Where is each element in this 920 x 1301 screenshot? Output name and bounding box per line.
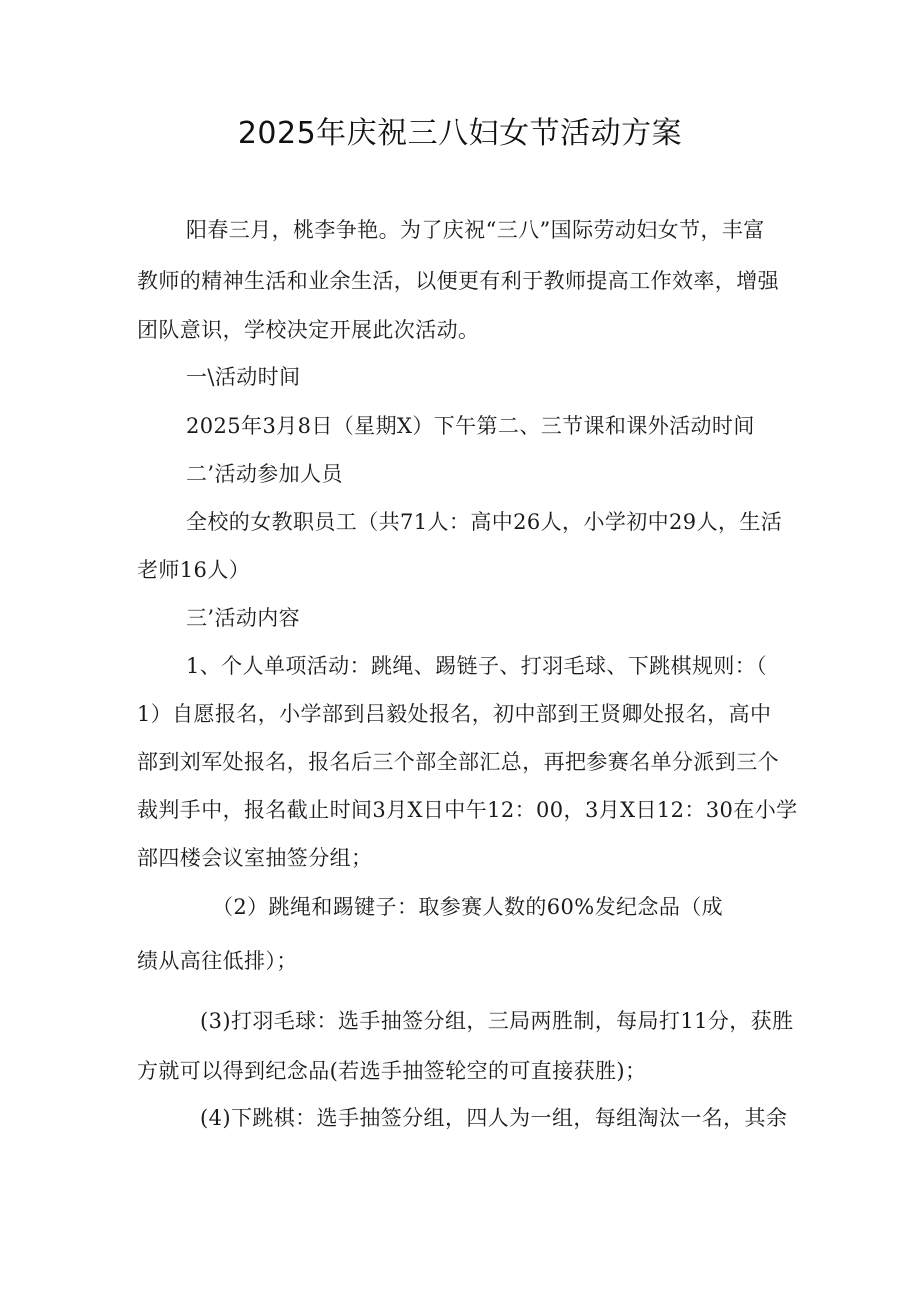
paragraph-line: 2025年3月8日（星期X）下午第二、三节课和课外活动时间 bbox=[186, 414, 755, 438]
paragraph-line: 1、个人单项活动：跳绳、踢链子、打羽毛球、下跳棋规则：（ bbox=[186, 654, 768, 678]
paragraph-line: 绩从高往低排）； bbox=[137, 949, 298, 973]
paragraph-line: 团队意识，学校决定开展此次活动。 bbox=[137, 318, 480, 342]
document-title: 2025年庆祝三八妇女节活动方案 bbox=[237, 116, 683, 151]
paragraph-line: 全校的女教职员工（共71人：高中26人，小学初中29人，生活 bbox=[186, 510, 783, 534]
section-heading: 一\活动时间 bbox=[186, 365, 301, 389]
paragraph-line: 部四楼会议室抽签分组； bbox=[137, 846, 373, 870]
paragraph-line: 方就可以得到纪念品(若选手抽签轮空的可直接获胜)； bbox=[137, 1059, 647, 1083]
paragraph-line: 老师16人） bbox=[137, 558, 251, 582]
paragraph-line: 1）自愿报名，小学部到吕毅处报名，初中部到王贤卿处报名，高中 bbox=[137, 702, 772, 726]
paragraph-line: 教师的精神生活和业余生活，以便更有利于教师提高工作效率，增强 bbox=[137, 269, 779, 293]
paragraph-line: (4)下跳棋：选手抽签分组，四人为一组，每组淘汰一名，其余 bbox=[200, 1106, 788, 1130]
paragraph-line: 部到刘军处报名，报名后三个部全部汇总，再把参赛名单分派到三个 bbox=[137, 750, 779, 774]
paragraph-line: 裁判手中，报名截止时间3月X日中午12：00，3月X日12：30在小学 bbox=[137, 798, 798, 822]
paragraph-line: 阳春三月，桃李争艳。为了庆祝“三八”国际劳动妇女节，丰富 bbox=[186, 218, 765, 242]
section-heading: 二’活动参加人员 bbox=[186, 462, 343, 486]
section-heading: 三’活动内容 bbox=[186, 606, 301, 630]
paragraph-line: （2）跳绳和踢键子：取参赛人数的60%发纪念品（成 bbox=[212, 895, 724, 919]
paragraph-line: (3)打羽毛球：选手抽签分组，三局两胜制，每局打11分，获胜 bbox=[200, 1009, 794, 1033]
